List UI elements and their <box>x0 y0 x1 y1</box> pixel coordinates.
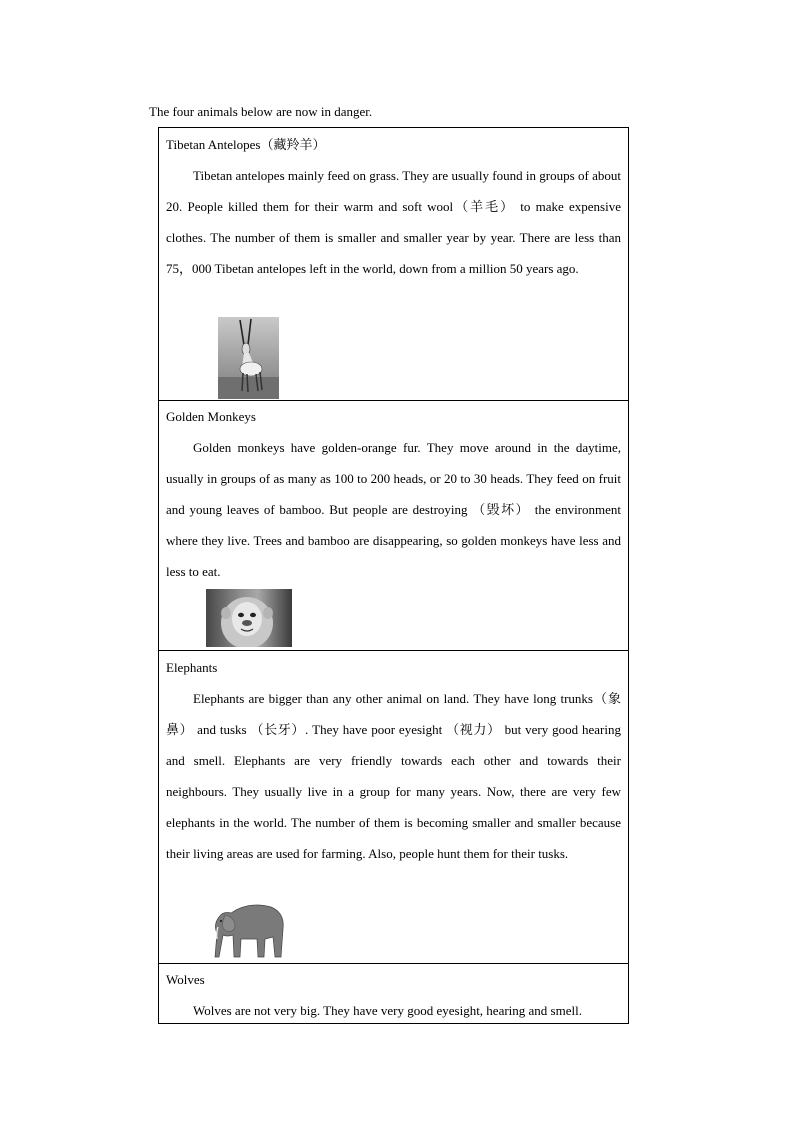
animals-table <box>158 127 629 1024</box>
section-title: Golden Monkeys <box>166 409 256 424</box>
section-text: Elephants are bigger than any other animal on land. They have long trunks（象鼻） and tusks （长牙）. They have poor eyesight （视力） but very good hearing and smell. Elephants are very friendly towards each other and towards their neighbours. They usually live in a group for many years. Now, there are very few elephants in the world. The number of them is becoming smaller and smaller because their living areas are used for farming. Also, people hunt them for their tusks. <box>166 691 621 861</box>
tibetan-antelope-photo <box>218 317 279 399</box>
elephant-photo <box>209 899 289 961</box>
intro-text: The four animals below are now in danger. <box>149 104 373 119</box>
section-title: Tibetan Antelopes（藏羚羊） <box>166 137 326 152</box>
section-tibetan-antelopes <box>159 129 628 400</box>
section-golden-monkeys <box>159 400 628 650</box>
section-title: Wolves <box>166 972 205 987</box>
golden-monkey-photo <box>206 589 292 647</box>
section-elephants <box>159 650 628 963</box>
section-wolves <box>159 963 628 1023</box>
section-text: Golden monkeys have golden-orange fur. They move around in the daytime, usually in groups of as many as 100 to 200 heads, or 20 to 30 heads. They feed on fruit and young leaves of bamboo. But people are destroying （毁坏） the environment where they live. Trees and bamboo are disappearing, so golden monkeys have less and less to eat. <box>166 440 621 579</box>
section-title: Elephants <box>166 660 218 675</box>
section-text: Wolves are not very big. They have very good eyesight, hearing and smell. <box>193 1003 582 1018</box>
section-text: Tibetan antelopes mainly feed on grass. They are usually found in groups of about 20. People killed them for their warm and soft wool（羊毛） to make expensive clothes. The number of them is smaller and smaller year by year. There are less than 75，000 Tibetan antelopes left in the world, down from a million 50 years ago. <box>166 168 621 276</box>
